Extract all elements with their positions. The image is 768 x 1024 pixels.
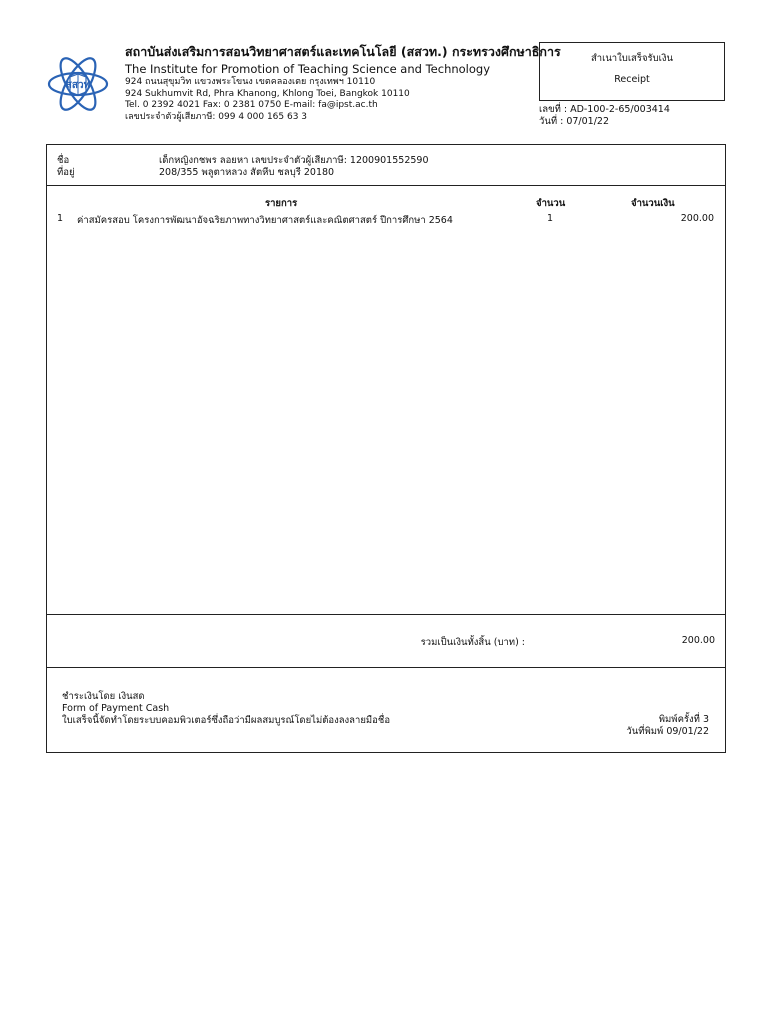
organization-header [125, 44, 561, 123]
row-amount: 200.00 [680, 213, 714, 224]
row-number: 1 [57, 213, 64, 224]
header-amount: จำนวนเงิน [631, 198, 675, 209]
receipt-title-en: Receipt [614, 74, 650, 85]
receipt-meta [539, 104, 670, 127]
customer-box [46, 144, 726, 186]
total-label: รวมเป็นเงินทั้งสิ้น (บาท) : [420, 637, 525, 648]
organization-logo [46, 50, 110, 118]
total-amount: 200.00 [681, 635, 715, 646]
payment-method-th: ชำระเงินโดย เงินสด [62, 691, 145, 702]
organization-contact: Tel. 0 2392 4021 Fax: 0 2381 0750 E-mail: fa@ipst.ac.th [125, 100, 378, 110]
print-count: พิมพ์ครั้งที่ 3 [658, 714, 709, 725]
organization-name-en: The Institute for Promotion of Teaching Science and Technology [125, 62, 491, 76]
organization-tax-id: เลขประจำตัวผู้เสียภาษี: 099 4 000 165 63 3 [125, 111, 308, 122]
organization-address-en: 924 Sukhumvit Rd, Phra Khanong, Khlong Toei, Bangkok 10110 [125, 88, 410, 99]
computer-generated-note: ใบเสร็จนี้จัดทำโดยระบบคอมพิวเตอร์ซึ่งถือว่ามีผลสมบูรณ์โดยไม่ต้องลงลายมือชื่อ [62, 715, 391, 726]
header-qty: จำนวน [536, 198, 566, 209]
payment-method-en: Form of Payment Cash [62, 703, 170, 714]
customer-name-label: ชื่อ [57, 155, 70, 166]
customer-address-value: 208/355 พลูตาหลวง สัตหีบ ชลบุรี 20180 [159, 167, 335, 178]
organization-address-th: 924 ถนนสุขุมวิท แขวงพระโขนง เขตคลองเตย กรุงเทพฯ 10110 [125, 77, 376, 87]
header-item: รายการ [265, 198, 298, 209]
row-qty: 1 [547, 213, 554, 224]
items-table [46, 185, 726, 615]
receipt-title-box [539, 42, 725, 101]
total-box [46, 614, 726, 668]
row-description: ค่าสมัครสอบ โครงการพัฒนาอัจฉริยภาพทางวิทยาศาสตร์และคณิตศาสตร์ ปีการศึกษา 2564 [77, 215, 453, 226]
logo-text: สสวท [65, 80, 91, 91]
organization-name-th: สถาบันส่งเสริมการสอนวิทยาศาสตร์และเทคโนโลยี (สสวท.) กระทรวงศึกษาธิการ [125, 44, 561, 59]
customer-address-label: ที่อยู่ [57, 167, 75, 178]
receipt-date: วันที่ : 07/01/22 [539, 115, 609, 127]
print-date: วันที่พิมพ์ 09/01/22 [626, 726, 709, 737]
customer-name-value: เด็กหญิงกชพร ลอยหา เลขประจำตัวผู้เสียภาษี: 1200901552590 [159, 155, 429, 166]
atom-logo-icon [46, 50, 110, 118]
receipt-number: เลขที่ : AD-100-2-65/003414 [539, 104, 670, 115]
footer-box [46, 667, 726, 753]
receipt-title-th: สำเนาใบเสร็จรับเงิน [590, 53, 674, 64]
